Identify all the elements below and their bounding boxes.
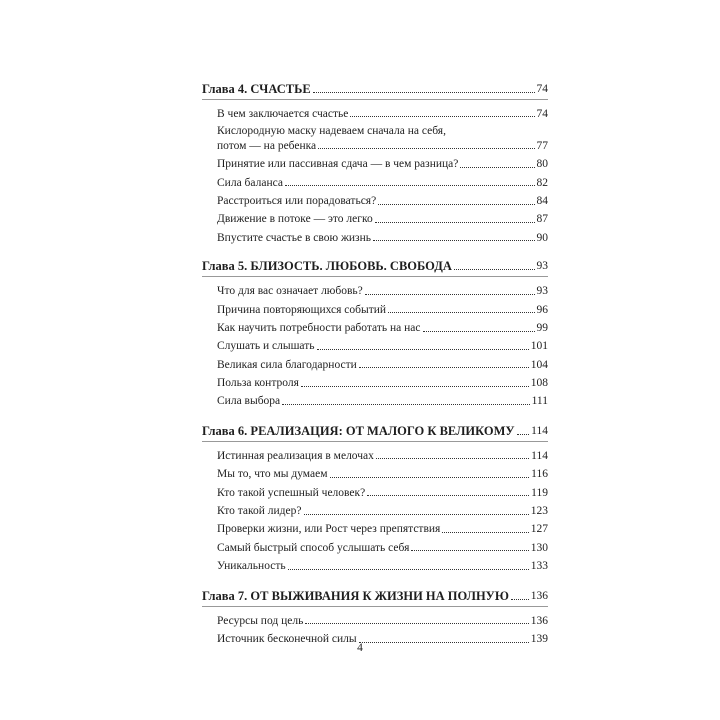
dot-leader <box>411 550 528 551</box>
section-title: Проверки жизни, или Рост через препятствия <box>217 523 441 536</box>
chapter-6 <box>202 423 548 574</box>
chapter-title: Глава 4. СЧАСТЬЕ <box>202 82 311 96</box>
chapter-heading <box>202 423 548 442</box>
dot-leader <box>318 148 534 149</box>
section-page: 93 <box>536 285 548 298</box>
section-page: 114 <box>531 449 548 462</box>
section-title: Ресурсы под цель <box>217 614 304 627</box>
dot-leader <box>301 386 529 387</box>
dot-leader <box>367 495 529 496</box>
chapter-title: Глава 6. РЕАЛИЗАЦИЯ: ОТ МАЛОГО К ВЕЛИКОМУ <box>202 424 515 439</box>
section-page: 82 <box>536 176 548 189</box>
section-title: Расстроиться или порадоваться? <box>217 194 377 207</box>
section-entry <box>217 336 548 354</box>
page-number: 4 <box>357 642 363 654</box>
chapter-page: 114 <box>531 425 548 438</box>
section-title: Сила баланса <box>217 176 283 189</box>
chapter-page: 136 <box>530 589 548 602</box>
section-entry <box>217 124 548 153</box>
section-entry <box>217 482 548 500</box>
section-title: Кто такой лидер? <box>217 505 302 518</box>
section-page: 96 <box>536 303 548 316</box>
chapter-4 <box>202 81 548 245</box>
dot-leader <box>350 116 534 117</box>
section-list <box>202 445 548 574</box>
chapter-title: Глава 7. ОТ ВЫЖИВАНИЯ К ЖИЗНИ НА ПОЛНУЮ <box>202 588 509 603</box>
section-page: 139 <box>530 633 548 645</box>
section-entry <box>217 354 548 372</box>
section-title: Что для вас означает любовь? <box>217 285 363 298</box>
section-page: 74 <box>536 107 548 120</box>
section-page: 90 <box>536 231 548 244</box>
section-entry <box>217 372 548 390</box>
section-entry <box>217 463 548 481</box>
dot-leader <box>388 312 534 313</box>
section-title: Причина повторяющихся событий <box>217 303 387 316</box>
section-entry <box>217 445 548 463</box>
dot-leader <box>305 623 528 624</box>
section-page: 77 <box>536 139 548 152</box>
section-entry <box>217 317 548 335</box>
dot-leader <box>317 349 529 350</box>
chapter-title: Глава 5. БЛИЗОСТЬ. ЛЮБОВЬ. СВОБОДА <box>202 259 452 274</box>
dot-leader <box>288 569 529 570</box>
table-of-contents <box>202 81 548 647</box>
section-title: потом — на ребенка <box>217 139 317 152</box>
section-page: 87 <box>536 213 548 226</box>
section-entry <box>217 299 548 317</box>
section-page: 127 <box>530 523 548 536</box>
chapter-heading <box>202 588 548 607</box>
dot-leader <box>375 222 535 223</box>
section-entry <box>217 500 548 518</box>
dot-leader <box>517 434 530 435</box>
section-entry <box>217 153 548 171</box>
section-entry <box>217 172 548 190</box>
section-entry <box>217 103 548 121</box>
section-entry <box>217 519 548 537</box>
section-page: 84 <box>536 194 548 207</box>
section-page: 133 <box>530 560 548 573</box>
section-list <box>202 280 548 409</box>
section-page: 136 <box>530 614 548 627</box>
chapter-heading <box>202 81 548 100</box>
chapter-5 <box>202 258 548 409</box>
section-title: Слушать и слышать <box>217 340 315 353</box>
dot-leader <box>511 599 529 600</box>
dot-leader <box>282 404 529 405</box>
section-entry <box>217 610 548 628</box>
section-entry <box>217 280 548 298</box>
section-title: Великая сила благодарности <box>217 358 357 371</box>
section-page: 130 <box>530 541 548 554</box>
section-entry <box>217 209 548 227</box>
section-entry <box>217 227 548 245</box>
section-title: Принятие или пассивная сдача — в чем разница? <box>217 158 459 171</box>
dot-leader <box>365 294 535 295</box>
section-entry <box>217 537 548 555</box>
dot-leader <box>454 269 535 270</box>
section-title: Самый быстрый способ услышать себя <box>217 541 410 554</box>
chapter-7 <box>202 588 548 647</box>
dot-leader <box>304 514 529 515</box>
section-page: 101 <box>530 340 548 353</box>
section-title: Мы то, что мы думаем <box>217 468 328 481</box>
dot-leader <box>376 458 529 459</box>
section-page: 116 <box>531 468 548 481</box>
section-page: 80 <box>536 158 548 171</box>
section-title: Польза контроля <box>217 377 299 390</box>
section-title-line1: Кислородную маску надеваем сначала на себя, <box>217 125 446 138</box>
chapter-heading <box>202 258 548 277</box>
dot-leader <box>285 185 535 186</box>
section-title: Движение в потоке — это легко <box>217 213 373 226</box>
section-page: 104 <box>530 358 548 371</box>
dot-leader <box>313 92 535 93</box>
section-title: Как научить потребности работать на нас <box>217 321 421 334</box>
dot-leader <box>442 532 528 533</box>
dot-leader <box>378 204 534 205</box>
section-entry <box>217 190 548 208</box>
section-title: Впустите счастье в свою жизнь <box>217 231 371 244</box>
section-list <box>202 103 548 245</box>
section-page: 123 <box>530 505 548 518</box>
section-title: В чем заключается счастье <box>217 107 349 120</box>
dot-leader <box>423 331 535 332</box>
section-page: 99 <box>536 321 548 334</box>
dot-leader <box>359 367 529 368</box>
chapter-page: 74 <box>536 83 548 95</box>
section-page: 111 <box>531 395 548 408</box>
chapter-page: 93 <box>536 260 548 273</box>
section-page: 119 <box>531 486 548 499</box>
dot-leader <box>460 167 534 168</box>
section-title: Кто такой успешный человек? <box>217 486 366 499</box>
section-title: Источник бесконечной силы <box>217 633 357 645</box>
section-entry <box>217 391 548 409</box>
dot-leader <box>330 477 530 478</box>
section-title: Истинная реализация в мелочах <box>217 449 374 462</box>
section-title: Уникальность <box>217 560 286 573</box>
section-title: Сила выбора <box>217 395 281 408</box>
section-entry <box>217 555 548 573</box>
section-page: 108 <box>530 377 548 390</box>
dot-leader <box>373 240 535 241</box>
